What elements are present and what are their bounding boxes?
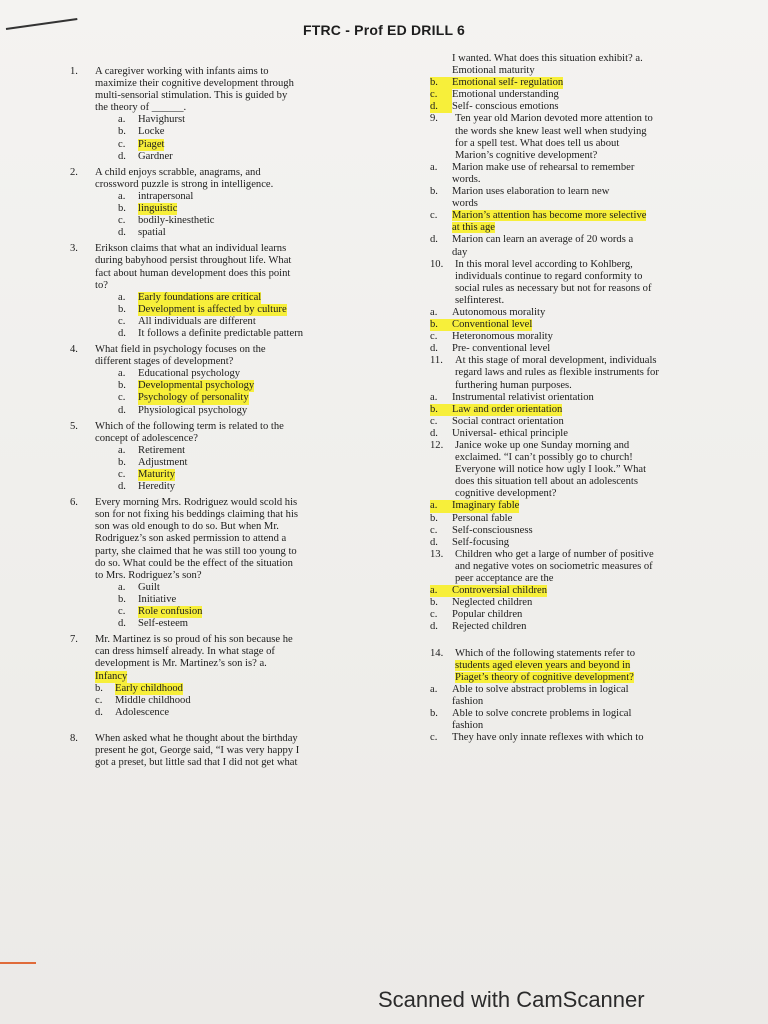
question-line: peer acceptance are the <box>455 573 554 585</box>
question-text <box>95 497 342 582</box>
option-letter: b. <box>430 77 452 89</box>
question-item <box>430 355 692 391</box>
answer-option <box>70 203 342 215</box>
question-line: furthering human purposes. <box>455 379 572 391</box>
answer-option <box>430 597 692 609</box>
option-text: Havighurst <box>138 114 186 126</box>
option-letter: b. <box>118 126 126 138</box>
option-letter: d. <box>118 327 126 339</box>
option-letter: c. <box>118 138 126 150</box>
option-letter: c. <box>118 606 126 618</box>
question-text <box>455 440 692 500</box>
option-text: intrapersonal <box>138 190 194 202</box>
option-text: spatial <box>138 227 166 239</box>
option-text: Self-consciousness <box>452 524 533 536</box>
question-text <box>95 167 342 191</box>
option-letter: c. <box>118 315 126 327</box>
answer-option <box>430 609 692 621</box>
option-letter: a. <box>118 190 126 202</box>
option-text: Adolescence <box>115 706 170 718</box>
question-number: 10. <box>430 258 444 270</box>
question-line: son was old enough to do so. But when Mr. <box>95 521 279 533</box>
option-letter: b. <box>430 707 438 719</box>
option-letter: a. <box>430 306 438 318</box>
option-letter: b. <box>430 597 438 609</box>
camscanner-watermark: Scanned with CamScanner <box>378 987 645 1012</box>
question-number: 4. <box>70 344 78 356</box>
option-letter: a. <box>430 500 452 512</box>
question-line: got a preset, but little sad that I did not get what <box>95 757 298 769</box>
question-line: concept of adolescence? <box>95 432 198 444</box>
option-text: Self-focusing <box>452 536 510 548</box>
answer-option <box>430 210 692 234</box>
answer-option <box>70 215 342 227</box>
question-line: the words she knew least well when studying <box>455 125 647 137</box>
option-letter: a. <box>430 683 438 695</box>
option-letter: c. <box>118 392 126 404</box>
option-letter: a. <box>118 581 126 593</box>
option-letter: b. <box>95 682 103 694</box>
question-number: 3. <box>70 243 78 255</box>
spacer <box>70 719 342 733</box>
option-text: Personal fable <box>452 512 513 524</box>
option-letter: a. <box>118 291 126 303</box>
option-letter: d. <box>430 101 452 113</box>
question-line: A child enjoys scrabble, anagrams, and <box>95 166 261 178</box>
question-line: At this stage of moral development, individuals <box>455 355 657 367</box>
option-letter: a. <box>118 368 126 380</box>
question-item <box>430 113 692 161</box>
option-letter: c. <box>430 732 438 744</box>
option-text: Physiological psychology <box>138 404 248 416</box>
option-line <box>452 210 692 222</box>
question-text <box>95 344 342 368</box>
option-text: It follows a definite predictable pattern <box>138 327 304 339</box>
question-line: different stages of development? <box>95 356 234 368</box>
question-number: 7. <box>70 634 78 646</box>
option-letter: c. <box>118 469 126 480</box>
option-line <box>452 222 692 234</box>
question-line: development is Mr. Martinez’s son is? a. <box>95 658 267 670</box>
question-line: to? <box>95 279 108 291</box>
answer-option <box>430 343 692 355</box>
question-line: regard laws and rules as flexible instruments for <box>455 367 659 379</box>
question-line <box>455 672 692 684</box>
question-line: can dress himself already. In what stage of <box>95 646 275 658</box>
option-letter: a. <box>430 161 438 173</box>
option-letter: d. <box>118 618 126 630</box>
question-line: Everyone will notice how ugly I look.” What <box>455 464 647 476</box>
answer-option <box>70 405 342 417</box>
answer-option <box>70 457 342 469</box>
answer-option <box>70 368 342 380</box>
question-line: Rodriguez’s son asked permission to attend a <box>95 533 287 545</box>
question-item <box>70 243 342 291</box>
question-line: social rules as necessary but not for reasons of <box>455 282 652 294</box>
answer-option <box>70 139 342 151</box>
option-letter: c. <box>430 89 452 101</box>
question-text <box>455 355 692 391</box>
option-letter: b. <box>430 186 438 198</box>
option-letter: d. <box>118 481 126 493</box>
option-text: Early childhood <box>115 682 183 694</box>
answer-option <box>70 114 342 126</box>
option-letter: a. <box>118 444 126 456</box>
option-letter: c. <box>430 609 438 621</box>
question-item <box>70 167 342 191</box>
answer-option <box>430 684 692 708</box>
option-text: Locke <box>138 126 165 138</box>
answer-option <box>70 481 342 493</box>
option-text: Law and order orientation <box>452 403 563 415</box>
question-item <box>430 648 692 684</box>
option-text: Gardner <box>138 150 173 162</box>
question-item <box>430 259 692 307</box>
question-number: 11. <box>430 355 443 367</box>
question-line: maximize their cognitive development through <box>95 78 294 90</box>
answer-option <box>430 319 692 331</box>
question-item <box>70 66 342 114</box>
answer-option <box>430 585 692 597</box>
question-line: A caregiver working with infants aims to <box>95 66 269 77</box>
option-letter: c. <box>95 694 103 706</box>
answer-option <box>430 234 692 258</box>
option-line: day <box>452 246 468 258</box>
question-number: 1. <box>70 66 78 77</box>
option-text: bodily-kinesthetic <box>138 215 215 227</box>
option-text <box>452 708 692 732</box>
question-line: Mr. Martinez is so proud of his son because he <box>95 634 293 646</box>
answer-option <box>70 683 342 695</box>
question-line: Which of the following statements refer to <box>455 647 636 659</box>
question-line: multi-sensorial stimulation. This is guided by <box>95 90 288 102</box>
question-line: individuals continue to regard conformity to <box>455 270 643 282</box>
answer-option <box>430 537 692 549</box>
answer-option <box>430 708 692 732</box>
option-letter: d. <box>430 536 438 548</box>
question-text <box>455 113 692 161</box>
option-letter: d. <box>95 706 103 718</box>
question-item <box>70 634 342 670</box>
answer-option <box>70 707 342 719</box>
option-text: Developmental psychology <box>138 380 255 392</box>
option-text: Guilt <box>138 581 160 593</box>
option-text <box>452 186 692 210</box>
option-line: Able to solve abstract problems in logical <box>452 683 629 695</box>
question-number: 8. <box>70 732 78 744</box>
option-text: Controversial children <box>452 585 548 597</box>
option-text: Middle childhood <box>115 694 191 706</box>
question-line: do so. What could be the effect of the situation <box>95 557 293 569</box>
answer-option <box>430 525 692 537</box>
continuation-line: I wanted. What does this situation exhibit? a. <box>452 53 643 64</box>
answer-option <box>430 162 692 186</box>
option-text: Self- conscious emotions <box>452 101 559 113</box>
answer-option <box>70 445 342 457</box>
question-line <box>455 660 692 672</box>
question-line: to Mrs. Rodriguez’s son? <box>95 569 202 581</box>
option-line: fashion <box>452 720 484 732</box>
option-text: Autonomous morality <box>452 306 546 318</box>
scan-edge-mark <box>0 962 36 964</box>
answer-line <box>70 671 342 683</box>
question-number: 5. <box>70 420 78 432</box>
option-text: Pre- conventional level <box>452 343 551 355</box>
answer-option <box>70 695 342 707</box>
question-line: son for not fixing his beddings claiming that his <box>95 509 299 521</box>
option-letter: c. <box>430 524 438 536</box>
answer-option <box>70 126 342 138</box>
option-line: words. <box>452 173 481 185</box>
answer-option <box>70 304 342 316</box>
question-line: and negative votes on sociometric measures of <box>455 560 653 572</box>
option-line: words <box>452 198 478 210</box>
question-line: What field in psychology focuses on the <box>95 344 266 356</box>
option-text <box>452 210 692 234</box>
question-item <box>430 549 692 585</box>
option-letter: d. <box>430 343 438 355</box>
option-text: Emotional self- regulation <box>452 77 564 89</box>
question-line: during babyhood persist throughout life. What <box>95 255 292 267</box>
answer-option <box>430 500 692 512</box>
option-text: Psychology of personality <box>138 392 249 404</box>
question-text <box>95 421 342 445</box>
highlighted-text: at this age <box>452 222 495 234</box>
question-line: Marion’s cognitive development? <box>455 149 598 161</box>
question-line: Every morning Mrs. Rodriguez would scold his <box>95 497 298 509</box>
option-letter: a. <box>430 391 438 403</box>
answer-option <box>70 380 342 392</box>
question-text <box>95 243 342 291</box>
question-item <box>70 421 342 445</box>
page-title: FTRC - Prof ED DRILL 6 <box>302 22 466 38</box>
option-letter: b. <box>430 512 438 524</box>
option-letter: b. <box>118 456 126 468</box>
left-question-column <box>70 66 342 769</box>
question-number: 14. <box>430 647 444 659</box>
option-line: Marion can learn an average of 20 words a <box>452 234 634 246</box>
question-line: present he got, George said, “I was very happy I <box>95 744 300 756</box>
option-letter: b. <box>118 303 126 315</box>
question-text <box>455 648 692 684</box>
question-line: In this moral level according to Kohlberg, <box>455 258 633 270</box>
question-line: cognitive development? <box>455 488 557 500</box>
answer-option <box>70 392 342 404</box>
option-letter: b. <box>118 380 126 392</box>
question-line: fact about human development does this point <box>95 267 291 279</box>
answer-option <box>70 328 342 340</box>
option-letter: d. <box>430 427 438 439</box>
answer-option <box>430 428 692 440</box>
answer-option <box>430 186 692 210</box>
question-line: Erikson claims that what an individual learns <box>95 243 287 255</box>
answer-option <box>430 392 692 404</box>
option-letter: d. <box>118 150 126 162</box>
question-line: When asked what he thought about the birthday <box>95 732 298 744</box>
answer-option <box>70 191 342 203</box>
option-text: Heredity <box>138 481 176 493</box>
option-letter: b. <box>430 319 452 331</box>
question-text <box>95 66 342 114</box>
option-letter: b. <box>118 203 126 215</box>
option-letter: b. <box>118 593 126 605</box>
option-text: Popular children <box>452 609 523 621</box>
option-text: Role confusion <box>138 606 203 618</box>
question-line: Children who get a large of number of positive <box>455 548 654 560</box>
question-number: 9. <box>430 113 438 125</box>
option-text: Adjustment <box>138 456 188 468</box>
option-text: Conventional level <box>452 319 533 331</box>
answer-option <box>430 89 692 101</box>
question-line: does this situation tell about an adolescents <box>455 476 639 488</box>
question-text <box>95 634 342 670</box>
answer-option <box>430 77 692 89</box>
option-text: All individuals are different <box>138 315 256 327</box>
answer-option <box>430 732 692 744</box>
option-text: Development is affected by culture <box>138 303 287 315</box>
option-text: Instrumental relativist orientation <box>452 391 594 403</box>
option-text: Self-esteem <box>138 618 189 630</box>
answer-option <box>430 101 692 113</box>
option-line: Able to solve concrete problems in logical <box>452 707 632 719</box>
option-text: Neglected children <box>452 597 533 609</box>
answer-option <box>70 316 342 328</box>
continuation-line: Emotional maturity <box>452 65 535 77</box>
option-letter: c. <box>118 215 126 227</box>
question-item <box>430 440 692 500</box>
question-line: Janice woke up one Sunday morning and <box>455 440 630 451</box>
spacer <box>430 634 692 648</box>
answer-option <box>430 404 692 416</box>
option-letter: d. <box>430 234 438 246</box>
option-text: Maturity <box>138 469 176 480</box>
highlighted-text: Marion’s attention has become more selective <box>452 210 647 222</box>
option-text: Retirement <box>138 444 186 456</box>
option-letter: b. <box>430 404 452 416</box>
option-text: Rejected children <box>452 621 527 633</box>
highlighted-text: students aged eleven years and beyond in <box>455 659 631 671</box>
answer-option <box>70 606 342 618</box>
option-text <box>452 162 692 186</box>
answer-option <box>70 582 342 594</box>
right-question-column <box>430 53 692 744</box>
option-text: Emotional understanding <box>452 89 559 101</box>
answer-option <box>70 594 342 606</box>
answer-option <box>430 513 692 525</box>
option-text <box>452 234 692 258</box>
question-number: 6. <box>70 497 78 509</box>
question-line: for a spell test. What does tell us about <box>455 137 620 149</box>
option-text <box>452 684 692 708</box>
option-text: Universal- ethical principle <box>452 427 568 439</box>
question-line: party, she claimed that he was still too young to <box>95 545 297 557</box>
question-item <box>70 344 342 368</box>
option-letter: d. <box>118 404 126 416</box>
question-line: the theory of ______. <box>95 102 187 114</box>
option-text: Piaget <box>138 138 165 150</box>
answer-option <box>70 292 342 304</box>
answer-option <box>70 151 342 163</box>
option-letter: a. <box>118 114 126 126</box>
answer-option <box>430 416 692 428</box>
option-line: Marion uses elaboration to learn new <box>452 186 610 198</box>
option-line: Marion make use of rehearsal to remember <box>452 161 635 173</box>
question-number: 12. <box>430 440 444 451</box>
question-line: Ten year old Marion devoted more attention to <box>455 113 653 125</box>
question-item <box>70 497 342 582</box>
answer-option <box>430 621 692 633</box>
answer-option <box>430 331 692 343</box>
option-text: Imaginary fable <box>452 500 520 512</box>
option-text: Social contract orientation <box>452 415 564 427</box>
question-item <box>70 733 342 769</box>
question-number: 13. <box>430 548 444 560</box>
option-letter: c. <box>430 415 438 427</box>
question-text <box>455 549 692 585</box>
option-text: Educational psychology <box>138 368 241 380</box>
question-line: selfinterest. <box>455 294 505 306</box>
question-line: crossword puzzle is strong in intelligence. <box>95 178 274 190</box>
question-text <box>95 733 342 769</box>
highlighted-text: Piaget’s theory of cognitive development? <box>455 671 634 683</box>
option-letter: d. <box>430 621 438 633</box>
answer-text: Infancy <box>95 670 128 682</box>
option-line: fashion <box>452 695 484 707</box>
option-text: Early foundations are critical <box>138 291 262 303</box>
question-line: exclaimed. “I can’t possibly go to church! <box>455 452 633 464</box>
answer-option <box>70 618 342 630</box>
answer-option <box>70 469 342 481</box>
option-text: linguistic <box>138 203 178 215</box>
option-text <box>452 732 692 744</box>
option-letter: d. <box>118 227 126 239</box>
answer-option <box>430 307 692 319</box>
question-text <box>455 259 692 307</box>
option-text: Initiative <box>138 593 177 605</box>
option-letter: c. <box>430 331 438 343</box>
question-number: 2. <box>70 166 78 178</box>
option-letter: a. <box>430 585 452 597</box>
answer-option <box>70 227 342 239</box>
option-line: They have only innate reflexes with which to <box>452 732 644 744</box>
option-text: Heteronomous morality <box>452 331 553 343</box>
option-letter: c. <box>430 210 438 222</box>
question-line: Which of the following term is related to the <box>95 420 284 432</box>
